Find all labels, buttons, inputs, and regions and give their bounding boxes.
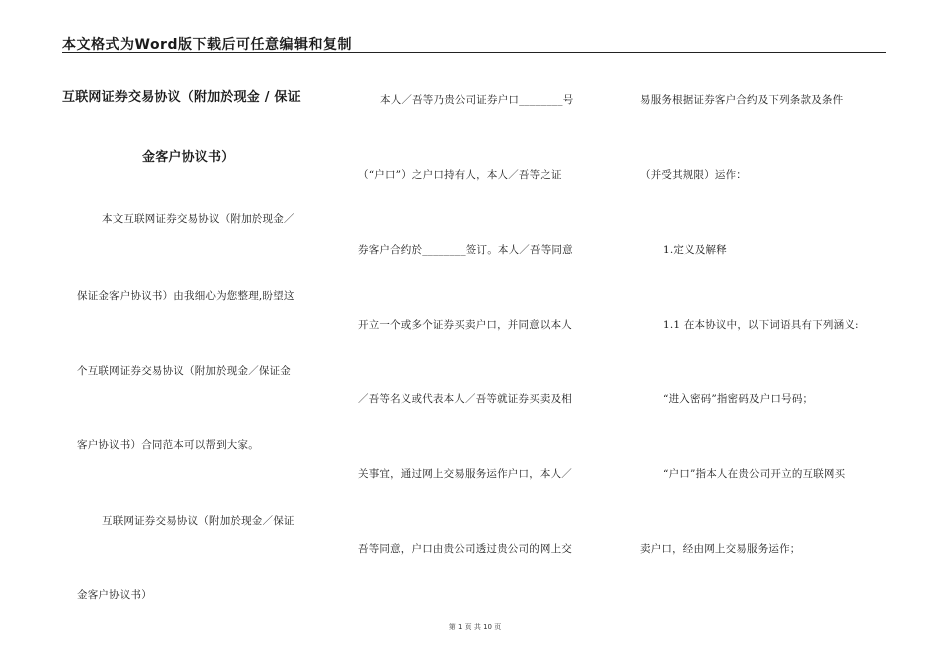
text-column-right: [638, 0, 898, 672]
body-text-line: 个互联网证券交易协议（附加於现金／保证金: [77, 365, 291, 377]
text-column-middle: [356, 0, 626, 672]
body-text-line: 1.1 在本协议中，以下词语具有下列涵义:: [663, 319, 859, 331]
body-text-line: （并受其规限）运作：: [640, 169, 747, 181]
body-text-line: 金客户协议书）: [77, 589, 152, 601]
body-text-line: 客户协议书）合同范本可以帮到大家。: [77, 439, 259, 451]
body-text-line: 本文互联网证券交易协议（附加於现金／: [102, 213, 295, 225]
body-text-line: （“户口”）之户口持有人，本人／吾等之证: [358, 169, 562, 181]
body-text-line: 卖户口，经由网上交易服务运作；: [640, 543, 801, 555]
body-text-line: 开立一个或多个证券买卖户口，并同意以本人: [358, 319, 572, 331]
document-title-line-1: 互联网证券交易协议（附加於现金 / 保证: [62, 90, 301, 105]
section-heading: 1.定义及解释: [663, 244, 727, 256]
body-text-line: 本人／吾等乃贵公司证券户口________号: [380, 94, 574, 106]
document-title-line-2: 金客户协议书）: [142, 150, 235, 165]
body-text-line: 关事宜，通过网上交易服务运作户口，本人／: [358, 468, 572, 480]
text-column-left: [62, 0, 342, 672]
body-text-line: ／吾等名义或代表本人／吾等就证券买卖及相: [358, 393, 572, 405]
body-text-line: “户口”指本人在贵公司开立的互联网买: [663, 468, 846, 480]
body-text-line: “进入密码”指密码及户口号码；: [663, 393, 814, 405]
body-text-line: 互联网证券交易协议（附加於现金／保证: [102, 515, 295, 527]
body-text-line: 吾等同意，户口由贵公司透过贵公司的网上交: [358, 543, 572, 555]
document-header: 本文格式为Word版下载后可任意编辑和复制: [62, 37, 352, 53]
page-number-footer: 第 1 页 共 10 页: [448, 623, 502, 631]
body-text-line: 保证金客户协议书）由我细心为您整理,盼望这: [77, 290, 295, 302]
body-text-line: 券客户合约於________签订。本人／吾等同意: [358, 244, 573, 256]
body-text-line: 易服务根据证券客户合约及下列条款及条件: [640, 94, 844, 106]
